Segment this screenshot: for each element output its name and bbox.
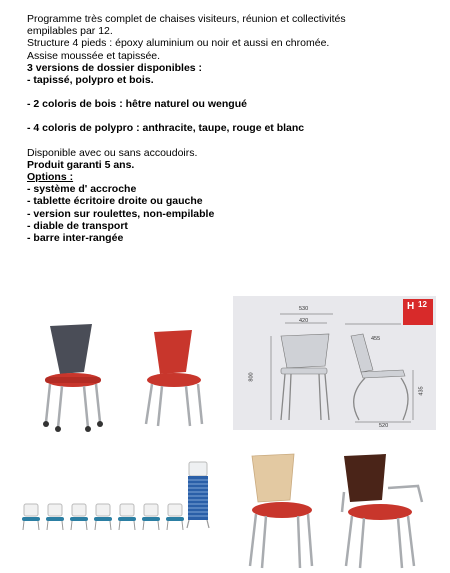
- desc-line-2: empilables par 12.: [27, 25, 113, 38]
- dim-530: 530: [299, 306, 309, 312]
- stackable-12-logo: H 12: [403, 299, 433, 325]
- option-item: - tablette écritoire droite ou gauche: [27, 195, 203, 208]
- chair-back: [50, 324, 92, 374]
- option-item: - version sur roulettes, non-empilable: [27, 207, 215, 220]
- option-item: - système d' accroche: [27, 183, 137, 196]
- desc-line-4: Assise moussée et tapissée.: [27, 49, 161, 62]
- dim-455: 455: [371, 336, 381, 342]
- chair-back: [252, 454, 294, 502]
- chair-wood-beech-photo: [242, 452, 317, 570]
- polypro-colors: - 4 coloris de polypro : anthracite, taupe, rouge et blanc: [27, 122, 305, 135]
- armrests-note: Disponible avec ou sans accoudoirs.: [27, 146, 198, 159]
- chair-seat: [147, 373, 201, 387]
- option-item: - barre inter-rangée: [27, 232, 124, 245]
- chairs-stack-photo: [184, 460, 212, 530]
- chair-polypro-casters-photo: [38, 322, 108, 432]
- chair-seat: [348, 504, 412, 520]
- product-description: [27, 13, 437, 244]
- dim-420: 420: [299, 318, 309, 324]
- desc-line-1: Programme très complet de chaises visiteurs, réunion et collectivités: [27, 13, 346, 25]
- versions-title: 3 versions de dossier disponibles :: [27, 61, 203, 74]
- chair-upholstered-photo: [140, 328, 208, 428]
- chairs-row-photo: [20, 500, 190, 532]
- chair-back: [344, 454, 386, 502]
- warranty: Produit garanti 5 ans.: [27, 158, 135, 171]
- options-title: Options :: [27, 171, 74, 184]
- wood-colors: - 2 coloris de bois : hêtre naturel ou wengué: [27, 98, 247, 111]
- versions-list: - tapissé, polypro et bois.: [27, 74, 154, 87]
- chair-back: [154, 330, 192, 374]
- option-item: - diable de transport: [27, 219, 128, 232]
- desc-line-3: Structure 4 pieds : époxy aluminium ou noir et aussi en chromée.: [27, 37, 330, 50]
- chair-seat: [252, 502, 312, 518]
- chair-wood-wenge-armrests-photo: [338, 452, 428, 570]
- dim-800: 800: [248, 372, 255, 382]
- dim-435: 435: [418, 386, 425, 396]
- dim-520: 520: [379, 423, 389, 429]
- row-chair: [22, 504, 40, 530]
